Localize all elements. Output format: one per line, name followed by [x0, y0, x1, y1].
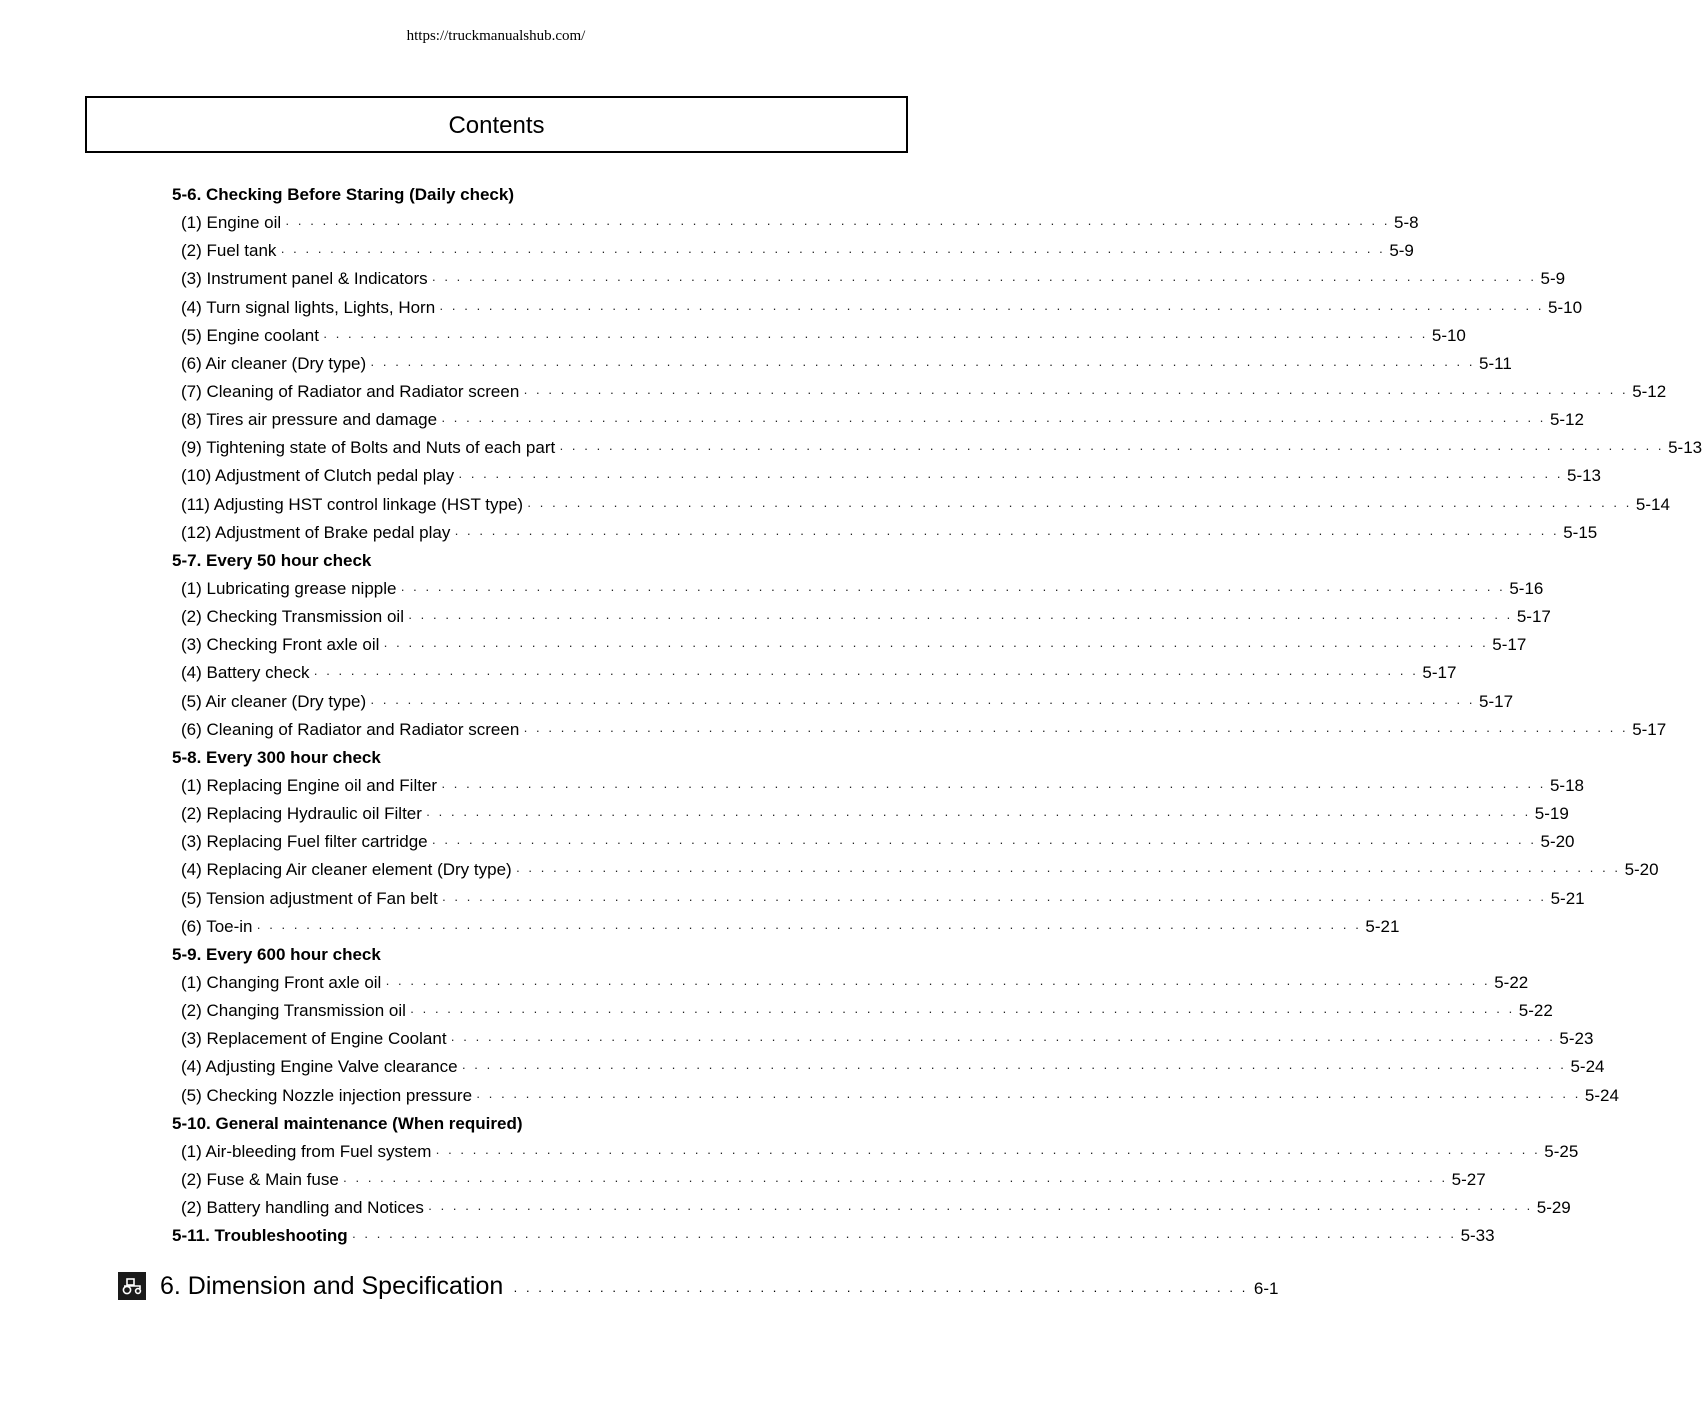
toc-entry[interactable] [181, 519, 1598, 548]
toc-entry[interactable] [181, 1053, 1605, 1082]
toc-entry[interactable] [181, 969, 1529, 998]
dot-leader: · · · · · · · · · · · · · · · · · · · · · · · · · · · · · · · · · · · · · · · · · · · · · · · · · · · · · · · · · · · · · · · · · · · · · · · · · · · · · · · · · · · · · · · · · · [515, 863, 1621, 879]
toc-page-number: 5-29 [1536, 1198, 1571, 1218]
toc-entry[interactable] [181, 350, 1512, 379]
dot-leader: · · · · · · · · · · · · · · · · · · · · · · · · · · · · · · · · · · · · · · · · · · · · · · · · · · · · · · · · · · · · · · · · · · · · · · · · · · · · · · · · · · · · · · · · · · [523, 384, 1629, 400]
toc-row [0, 378, 1667, 406]
toc-entry-label: (5) Checking Nozzle injection pressure [181, 1085, 473, 1105]
dot-leader: · · · · · · · · · · · · · · · · · · · · · · · · · · · · · · · · · · · · · · · · · · · · · · · · · · · · · · · · · · · · · · · · · · · · · · · · · · · · · · · · · · · · · · · · · · [370, 356, 1476, 372]
toc-entry-label: (4) Turn signal lights, Lights, Horn [181, 297, 436, 317]
toc-entry[interactable] [181, 603, 1551, 632]
dot-leader: · · · · · · · · · · · · · · · · · · · · · · · · · · · · · · · · · · · · · · · · · · · · · · · · · · · · · · · · · · · · · · · · · · · · · · · · · · · · · · · · · · · · · · · · · · [450, 1032, 1556, 1048]
toc-entry-label: (2) Battery handling and Notices [181, 1198, 424, 1218]
dot-leader: · · · · · · · · · · · · · · · · · · · · · · · · · · · · · · · · · · · · · · · · · · · · · · · · · · · · · · · · · · · · · · · · · · · · · · · · · · · · · · · · · · · · · · · · · · [256, 919, 1362, 935]
toc-section-row [0, 1110, 992, 1138]
toc-page-number: 5-10 [1431, 325, 1466, 345]
toc-section-row [0, 181, 992, 209]
dot-leader: · · · · · · · · · · · · · · · · · · · · · · · · · · · · · · · · · · · · · · · · · · · · · · · · · · · · · · · · · · · · · · · · · · · · · · · · · · · · · · · · · · · · · · · · · · [280, 244, 1386, 260]
toc-entry[interactable] [181, 1194, 1571, 1223]
toc-entry-label: (1) Engine oil [181, 213, 282, 233]
toc-row [0, 491, 1670, 519]
toc-entry[interactable] [181, 294, 1583, 323]
toc-entry-label: (12) Adjustment of Brake pedal play [181, 522, 451, 542]
toc-row [0, 969, 1529, 997]
chapter-label: 6. Dimension and Specification [160, 1271, 504, 1300]
toc-page-number: 5-22 [1518, 1001, 1553, 1021]
chapter-page-number: 6-1 [1253, 1279, 1279, 1298]
toc-page-number: 5-17 [1632, 719, 1667, 739]
tractor-icon [118, 1272, 146, 1300]
toc-page-number: 5-18 [1549, 775, 1584, 795]
toc-row [0, 434, 1702, 462]
toc-page-number: 5-13 [1566, 466, 1602, 486]
toc-page-number: 5-33 [1460, 1226, 1495, 1246]
toc-row [0, 237, 1414, 265]
toc-entry-label: (3) Replacement of Engine Coolant [181, 1029, 447, 1049]
toc-page-number: 5-12 [1632, 381, 1667, 401]
toc-page-number: 5-21 [1550, 888, 1585, 908]
toc-entry-label: (7) Cleaning of Radiator and Radiator screen [181, 381, 520, 401]
toc-entry[interactable] [181, 1025, 1594, 1054]
toc-entry[interactable] [181, 209, 1419, 238]
toc-entry-label: (5) Tension adjustment of Fan belt [181, 888, 438, 908]
toc-page-number: 5-9 [1389, 241, 1414, 261]
dot-leader: · · · · · · · · · · · · · · · · · · · · · · · · · · · · · · · · · · · · · · · · · · · · · · · · · · · · · · · · · · · · · · · · · · · · · · · · · · · · · · · · · · · · · · · · · · [431, 835, 1537, 851]
toc-page-number: 5-24 [1570, 1057, 1605, 1077]
toc-entry-label: (2) Checking Transmission oil [181, 607, 404, 627]
dot-leader: · · · · · · · · · · · · · · · · · · · · · · · · · · · · · · · · · · · · · · · · · · · · · · · · · · · · · · · · · · · · · · · · · · · · · · · · · · · · · · · · · · · · · · · · · · [476, 1088, 1581, 1104]
toc-entry-label: (3) Instrument panel & Indicators [181, 269, 428, 289]
toc-page-number: 5-9 [1540, 269, 1566, 289]
toc-page-number: 5-22 [1494, 972, 1529, 992]
toc-row [0, 1222, 1495, 1250]
toc-page-number: 5-13 [1668, 438, 1702, 458]
toc-entry[interactable] [181, 406, 1584, 435]
toc-entry-label: (6) Cleaning of Radiator and Radiator screen [181, 719, 520, 739]
toc-entry[interactable] [181, 631, 1527, 660]
dot-leader: · · · · · · · · · · · · · · · · · · · · · · · · · · · · · · · · · · · · · · · · · · · · · · · · · · · · · · · · · · · · · · · · · · · · · · · · · · · · · · · · · · · · · · · · · · [351, 1229, 1457, 1245]
toc-entry[interactable] [181, 575, 1544, 604]
toc-entry[interactable] [181, 434, 1702, 463]
toc-entry-label: (11) Adjusting HST control linkage (HST type) [181, 494, 524, 514]
toc-page-number: 5-12 [1549, 410, 1584, 430]
dot-leader: · · · · · · · · · · · · · · · · · · · · · · · · · · · · · · · · · · · · · · · · · · · · · · · · · · · · · · · · · · · · · · · · · · · · · · · · · · · · · · · · · · · · · · · · · · [285, 216, 1391, 232]
toc-entry-label: (1) Air-bleeding from Fuel system [181, 1141, 432, 1161]
dot-leader: · · · · · · · · · · · · · · · · · · · · · · · · · · · · · · · · · · · · · · · · · · · · · · · · · · · · · · · · · · · · · · · · · · · · · · · · · · · · · · · · · · · · · · · · · · [322, 328, 1428, 344]
dot-leader: · · · · · · · · · · · · · · · · · · · · · · · · · · · · · · · · · · · · · · · · · · · · · · · · · · · · · · · · · · · · · · · · · · · · · · · · · · · · · · · · · · · · · · · · · · [370, 694, 1476, 710]
toc-row [0, 1194, 1571, 1222]
toc-entry[interactable] [181, 462, 1602, 491]
toc-row [0, 350, 1512, 378]
toc-page-number: 5-25 [1544, 1141, 1579, 1161]
dot-leader: · · · · · · · · · · · · · · · · · · · · · · · · · · · · · · · · · · · · · · · · · · · · · · · · · · · · · · · · · · · · · · · · · · · · · · · · · · · · · · · · · · · · · · · · · · [383, 638, 1489, 654]
toc-row [0, 462, 1602, 490]
toc-entry-label: (8) Tires air pressure and damage [181, 410, 438, 430]
dot-leader: · · · · · · · · · · · · · · · · · · · · · · · · · · · · · · · · · · · · · · · · · · · · · · · · · · · · · · · · · · · · · · · · · · · · · · · · · · · · · · · · · · · · · · · · · · [425, 807, 1531, 823]
dot-leader: · · · · · · · · · · · · · · · · · · · · · · · · · · · · · · · · · · · · · · · · · · · · · · · · · · · · · · · · · · · · · · · · · · · · · · · · · · · · · · · · · · · · · · · · · · [400, 581, 1506, 597]
toc-entry-label: (9) Tightening state of Bolts and Nuts of each part [181, 438, 556, 458]
toc-row [0, 575, 1544, 603]
toc-entry[interactable] [181, 800, 1569, 829]
toc-section-row [0, 744, 992, 772]
dot-leader: · · · · · · · · · · · · · · · · · · · · · · · · · · · · · · · · · · · · · · · · · · · · · · · · · · · · · · · · · · · · · · · · · · · · · · · · · · · · · · · · · · · · · · · · · · [409, 1004, 1515, 1020]
toc-entry[interactable] [181, 491, 1670, 520]
toc-entry-label: (2) Changing Transmission oil [181, 1001, 406, 1021]
toc-section-heading: 5-7. Every 50 hour check [172, 550, 372, 570]
toc-page-number: 5-16 [1509, 578, 1544, 598]
toc-row [0, 519, 1598, 547]
toc-section-heading: 5-8. Every 300 hour check [172, 747, 381, 767]
toc-entry[interactable] [181, 997, 1553, 1026]
toc-page-number: 5-15 [1563, 522, 1598, 542]
toc-row [0, 209, 1419, 237]
dot-leader: · · · · · · · · · · · · · · · · · · · · · · · · · · · · · · · · · · · · · · · · · · · · · · · · · · · · · · · · · · · · · · · · · · · · · · · · · · · · · · · · · · · · · · · · · · [431, 272, 1537, 288]
toc-entry[interactable] [181, 237, 1414, 266]
toc-entry[interactable] [181, 659, 1457, 688]
toc-row [0, 1082, 1619, 1110]
toc-row [0, 603, 1551, 631]
toc-entry-label: (10) Adjustment of Clutch pedal play [181, 466, 455, 486]
dot-leader: · · · · · · · · · · · · · · · · · · · · · · · · · · · · · · · · · · · · · · · · · · · · · · · · · · · · · · · · · · · · · · · · · · · · · · · · · · · · · · · · · · · · · · · · · · [523, 722, 1629, 738]
toc-entry[interactable] [181, 378, 1667, 407]
toc-page-number: 5-20 [1540, 832, 1575, 852]
dot-leader: · · · · · · · · · · · · · · · · · · · · · · · · · · · · · · · · · · · · · · · · · · · · · · · · · · · · · · · · · · · · · · · · · · · · · · · · · · · · · · · · · · · · · · · · · · [313, 666, 1419, 682]
toc-entry-label: (4) Adjusting Engine Valve clearance [181, 1057, 458, 1077]
toc-entry-label: (6) Toe-in [181, 916, 253, 936]
toc-row [0, 265, 1566, 293]
toc-page-number: 5-23 [1559, 1029, 1594, 1049]
toc-section-row [0, 547, 992, 575]
toc-entry[interactable] [181, 1138, 1579, 1167]
toc-row [0, 800, 1569, 828]
toc-entry-label: (4) Battery check [181, 663, 310, 683]
dot-leader: · · · · · · · · · · · · · · · · · · · · · · · · · · · · · · · · · · · · · · · · · · · · · · · · · · · · · · · · · · · · · · · · · · · · · · · · · · · · · · · · · · · · · · · · · · [441, 413, 1546, 429]
dot-leader: · · · · · · · · · · · · · · · · · · · · · · · · · · · · · · · · · · · · · · · · · · · · · · · · · · · · · · · · · · · · · · · · · · · · · · · · · · · · · · · · · · · · · · · · · · [427, 1201, 1533, 1217]
source-url: https://truckmanualshub.com/ [406, 28, 586, 44]
toc-page-number: 5-17 [1479, 691, 1514, 711]
dot-leader: · · · · · · · · · · · · · · · · · · · · · · · · · · · · · · · · · · · · · · · · · · · · · · · · · · · · · · · · · · · · · · · · · · · · · · · · · · · · · · · · · · · · · · · · · · [458, 469, 1563, 485]
chapter-6-entry[interactable] [118, 1268, 1279, 1304]
toc-entry-label: (1) Replacing Engine oil and Filter [181, 775, 438, 795]
toc-row [0, 688, 1514, 716]
toc-page-number: 5-19 [1534, 804, 1569, 824]
toc-row [0, 1025, 1594, 1053]
toc-section-heading: 5-6. Checking Before Staring (Daily check) [172, 185, 514, 204]
dot-leader: · · · · · · · · · · · · · · · · · · · · · · · · · · · · · · · · · · · · · · · · · · · · · · · · · · · · · · · · · · · · [513, 1283, 1248, 1298]
dot-leader: · · · · · · · · · · · · · · · · · · · · · · · · · · · · · · · · · · · · · · · · · · · · · · · · · · · · · · · · · · · · · · · · · · · · · · · · · · · · · · · · · · · · · · · · · · [342, 1172, 1448, 1188]
toc-entry[interactable] [181, 716, 1667, 745]
toc-page-number: 5-17 [1516, 607, 1551, 627]
toc-entry-label: (5) Engine coolant [181, 325, 319, 345]
toc-row [0, 1053, 1605, 1081]
toc-page-number: 5-24 [1584, 1085, 1619, 1105]
toc-row [0, 1166, 1486, 1194]
toc-entry-label: (1) Lubricating grease nipple [181, 578, 397, 598]
toc-entry[interactable] [172, 1222, 1495, 1251]
dot-leader: · · · · · · · · · · · · · · · · · · · · · · · · · · · · · · · · · · · · · · · · · · · · · · · · · · · · · · · · · · · · · · · · · · · · · · · · · · · · · · · · · · · · · · · · · · [527, 497, 1632, 513]
dot-leader: · · · · · · · · · · · · · · · · · · · · · · · · · · · · · · · · · · · · · · · · · · · · · · · · · · · · · · · · · · · · · · · · · · · · · · · · · · · · · · · · · · · · · · · · · · [435, 1144, 1541, 1160]
toc-section-row [0, 941, 992, 969]
toc-row [0, 322, 1466, 350]
dot-leader: · · · · · · · · · · · · · · · · · · · · · · · · · · · · · · · · · · · · · · · · · · · · · · · · · · · · · · · · · · · · · · · · · · · · · · · · · · · · · · · · · · · · · · · · · · [461, 1060, 1567, 1076]
toc-row [0, 772, 1584, 800]
table-of-contents [0, 181, 1702, 1250]
toc-entry-label: (2) Fuel tank [181, 241, 277, 261]
toc-page-number: 5-20 [1624, 860, 1659, 880]
toc-row [0, 1138, 1579, 1166]
toc-row [0, 997, 1553, 1025]
dot-leader: · · · · · · · · · · · · · · · · · · · · · · · · · · · · · · · · · · · · · · · · · · · · · · · · · · · · · · · · · · · · · · · · · · · · · · · · · · · · · · · · · · · · · · · · · · [407, 610, 1513, 626]
toc-entry-label: 5-11. Troubleshooting [172, 1226, 348, 1246]
toc-row [0, 659, 1457, 687]
toc-entry[interactable] [181, 688, 1514, 717]
toc-row [0, 913, 1400, 941]
toc-page-number: 5-11 [1479, 353, 1512, 373]
dot-leader: · · · · · · · · · · · · · · · · · · · · · · · · · · · · · · · · · · · · · · · · · · · · · · · · · · · · · · · · · · · · · · · · · · · · · · · · · · · · · · · · · · · · · · · · · · [559, 441, 1665, 457]
toc-entry-label: (3) Checking Front axle oil [181, 635, 380, 655]
toc-entry[interactable] [181, 265, 1566, 294]
dot-leader: · · · · · · · · · · · · · · · · · · · · · · · · · · · · · · · · · · · · · · · · · · · · · · · · · · · · · · · · · · · · · · · · · · · · · · · · · · · · · · · · · · · · · · · · · · [441, 778, 1546, 794]
toc-row [0, 294, 1583, 322]
toc-page-number: 5-21 [1365, 916, 1400, 936]
dot-leader: · · · · · · · · · · · · · · · · · · · · · · · · · · · · · · · · · · · · · · · · · · · · · · · · · · · · · · · · · · · · · · · · · · · · · · · · · · · · · · · · · · · · · · · · · · [454, 525, 1560, 541]
toc-entry-label: (2) Fuse & Main fuse [181, 1169, 339, 1189]
toc-entry-label: (6) Air cleaner (Dry type) [181, 353, 367, 373]
toc-entry[interactable] [181, 913, 1400, 942]
toc-entry[interactable] [181, 885, 1585, 914]
toc-row [0, 885, 1585, 913]
toc-entry[interactable] [181, 772, 1584, 801]
toc-page-number: 5-27 [1451, 1169, 1486, 1189]
toc-entry[interactable] [181, 856, 1659, 885]
toc-entry-label: (5) Air cleaner (Dry type) [181, 691, 367, 711]
toc-entry-label: (4) Replacing Air cleaner element (Dry type) [181, 860, 512, 880]
toc-row [0, 856, 1659, 884]
toc-entry-label: (1) Changing Front axle oil [181, 972, 382, 992]
toc-page-number: 5-8 [1394, 213, 1419, 233]
toc-row [0, 406, 1584, 434]
toc-section-heading: 5-10. General maintenance (When required) [172, 1113, 523, 1133]
dot-leader: · · · · · · · · · · · · · · · · · · · · · · · · · · · · · · · · · · · · · · · · · · · · · · · · · · · · · · · · · · · · · · · · · · · · · · · · · · · · · · · · · · · · · · · · · · [441, 891, 1547, 907]
toc-entry-label: (3) Replacing Fuel filter cartridge [181, 832, 428, 852]
toc-page-number: 5-14 [1635, 494, 1670, 514]
toc-entry[interactable] [181, 1082, 1619, 1111]
toc-page-number: 5-17 [1492, 635, 1527, 655]
toc-row [0, 631, 1527, 659]
toc-entry[interactable] [181, 1166, 1486, 1195]
toc-entry-label: (2) Replacing Hydraulic oil Filter [181, 804, 422, 824]
toc-page-number: 5-10 [1548, 297, 1583, 317]
toc-row [0, 828, 1575, 856]
toc-entry[interactable] [181, 828, 1575, 857]
dot-leader: · · · · · · · · · · · · · · · · · · · · · · · · · · · · · · · · · · · · · · · · · · · · · · · · · · · · · · · · · · · · · · · · · · · · · · · · · · · · · · · · · · · · · · · · · · [385, 975, 1491, 991]
toc-entry[interactable] [181, 322, 1466, 351]
toc-page-number: 5-17 [1422, 663, 1457, 683]
toc-row [0, 716, 1667, 744]
contents-title: Contents [85, 96, 908, 153]
toc-section-heading: 5-9. Every 600 hour check [172, 944, 381, 964]
dot-leader: · · · · · · · · · · · · · · · · · · · · · · · · · · · · · · · · · · · · · · · · · · · · · · · · · · · · · · · · · · · · · · · · · · · · · · · · · · · · · · · · · · · · · · · · · · [439, 300, 1545, 316]
